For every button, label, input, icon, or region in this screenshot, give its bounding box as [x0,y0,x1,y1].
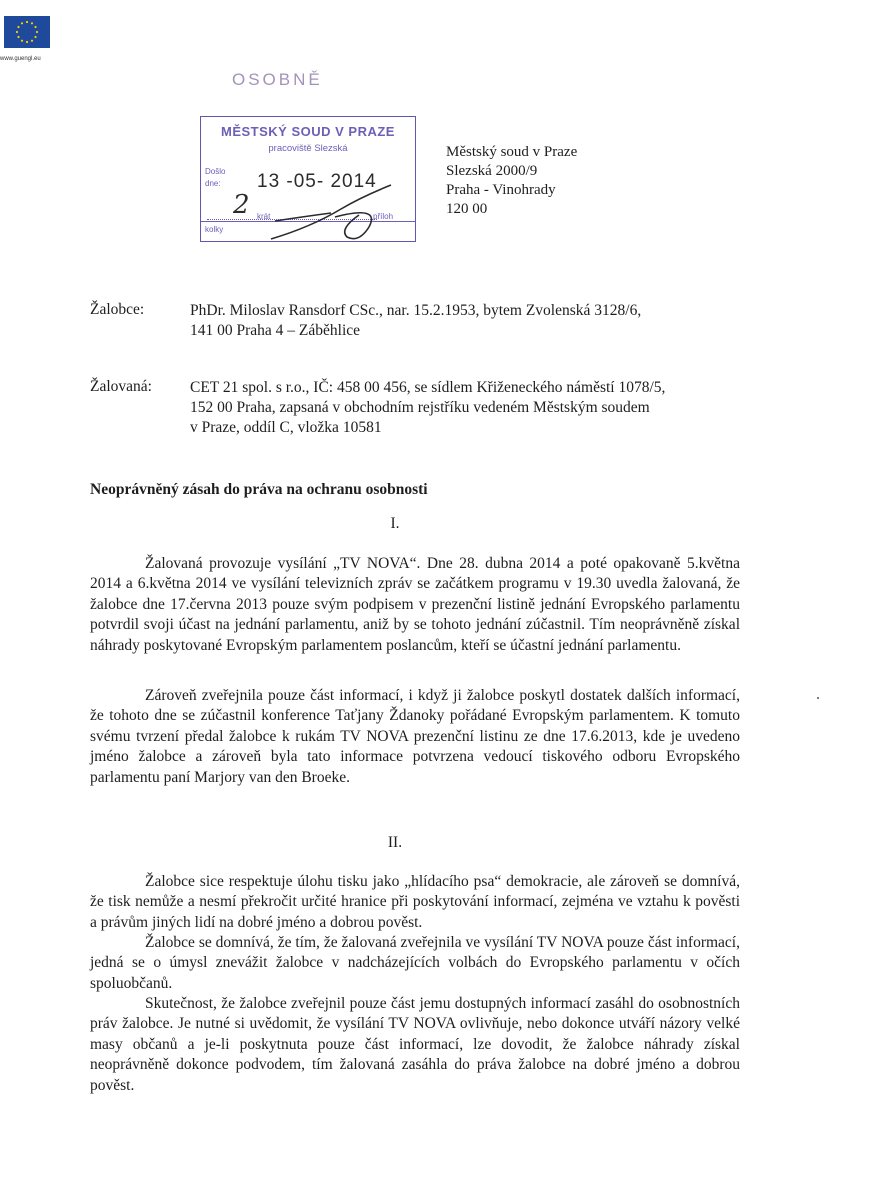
section-2-paragraph-2: Žalobce se domnívá, že tím, že žalovaná zveřejnila ve vysílání TV NOVA pouze část informací, jedná se o úmysl znevážit žalobce v nadcházejících volbách do Evropského parlamentu v očích spoluobčanů. [90,934,740,992]
plaintiff-details [190,301,750,341]
section-2-numeral: II. [387,834,403,851]
section-1-paragraph-2: Zároveň zveřejnila pouze část informací, i když ji žalobce poskytl dostatek dalších informací, že tohoto dne se zúčastnil konference Taťjany Ždanoky pořádané Evropským parlamentem. K tomuto svému tvrzení předal žalobce k rukám TV NOVA prezenční listinu ze dne 17.6.2013, kde je uvedeno jméno žalobce a zároveň byla tato informace potvrzena vedoucí tiskového odboru Evropského parlamentu paní Marjory van den Broeke. [90,687,740,786]
stamp-copies-number: 2 [233,190,250,220]
recipient-line-2: Slezská 2000/9 [446,163,538,179]
defendant-details [190,378,750,438]
scan-speck [817,697,819,699]
defendant-label: Žalovaná: [90,378,152,395]
stamp-date-label: dne: [205,179,221,188]
document-heading: Neoprávněný zásah do práva na ochranu osobnosti [90,481,428,498]
recipient-line-3: Praha - Vinohrady [446,182,556,198]
stamp-branch: pracoviště Slezská [268,143,348,154]
stamp-attachments-label: příloh [373,212,394,221]
defendant-line-1: CET 21 spol. s r.o., IČ: 458 00 456, se sídlem Křiženeckého náměstí 1078/5, [190,379,666,396]
court-receipt-stamp [200,116,416,242]
stamp-date: 13 -05- 2014 [257,171,377,192]
section-1-paragraph-1: Žalovaná provozuje vysílání „TV NOVA“. Dne 28. dubna 2014 a poté opakovaně 5.května 2014 a 6.května 2014 ve vysílání televizních zpráv se začátkem programu v 19.30 uvedla žalovaná, že žalobce dne 17.června 2013 pouze svým podpisem v prezenční listině jednání Evropského parlamentu potvrdil svoji účast na jednání parlamentu, aniž by se tohoto jednání zúčastnil. Tím neoprávněně získal náhrady poskytované Evropským parlamentem poslancům, kteří se účastní jednání parlamentu. [90,555,740,654]
eu-stars-icon [4,16,50,48]
stamp-court-name: MĚSTSKÝ SOUD V PRAZE [221,124,395,139]
eu-flag-logo [4,16,50,48]
section-2-paragraph-3: Skutečnost, že žalobce zveřejnil pouze část jemu dostupných informací zasáhl do osobnostních práv žalobce. Je nutné si uvědomit, že vysílání TV NOVA ovlivňuje, nebo dokonce utváří názory velké masy občanů a je-li poskytnuta pouze část informací, lze dovodit, že žalobce náhrady získal neoprávněně dokonce podvodem, tím žalovaná zasáhla do práva žalobce na dobré jméno a dobrou pověst. [90,995,740,1094]
plaintiff-label: Žalobce: [90,301,145,318]
defendant-line-3: v Praze, oddíl C, vložka 10581 [190,419,382,436]
section-2-paragraph-1: Žalobce sice respektuje úlohu tisku jako „hlídacího psa“ demokracie, ale zároveň se domnívá, že tisk nemůže a nesmí překročit určité hranice při poskytování informací, zejména ve vztahu k pověsti a právům jiných lidí na dobré jméno a dobrou pověst. [90,873,740,931]
plaintiff-line-1: PhDr. Miloslav Ransdorf CSc., nar. 15.2.1953, bytem Zvolenská 3128/6, [190,302,642,319]
recipient-address [446,143,577,219]
recipient-line-4: 120 00 [446,201,488,217]
stamp-stamps-label: kolky [205,225,224,234]
stamp-received-label: Došlo [205,167,226,176]
handwritten-signature-icon [231,183,401,247]
defendant-line-2: 152 00 Praha, zapsaná v obchodním rejstříku vedeném Městským soudem [190,399,650,416]
logo-url: www.guengl.eu [0,56,41,62]
plaintiff-line-2: 141 00 Praha 4 – Záběhlice [190,322,361,339]
recipient-line-1: Městský soud v Praze [446,144,578,160]
stamp-copies-label: krát [257,212,271,221]
section-1-numeral: I. [390,515,400,532]
personal-stamp: OSOBNĚ [232,70,323,89]
